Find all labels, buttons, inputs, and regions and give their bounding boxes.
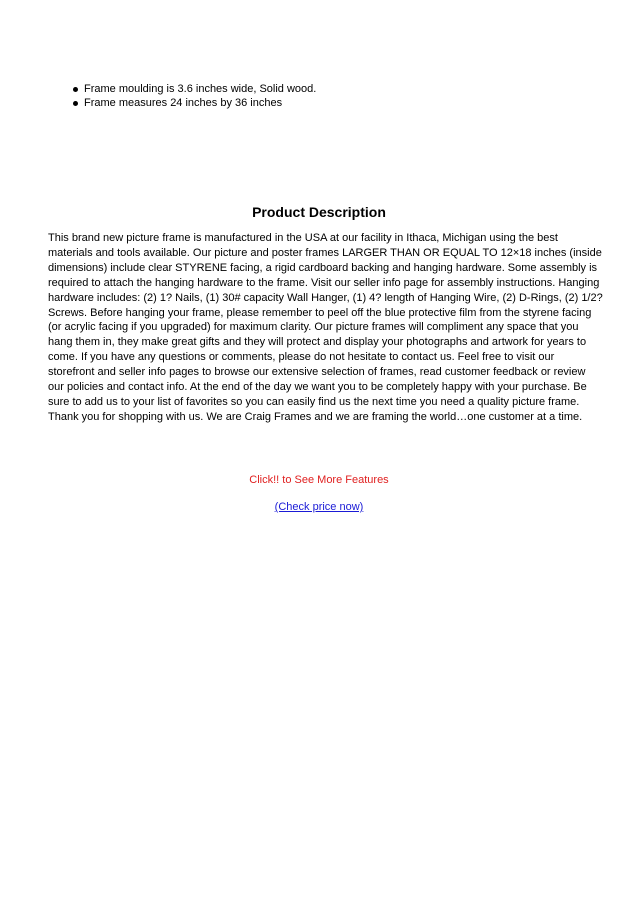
- description-line: required to attach the hanging hardware to the frame. Visit our seller info page for assembly instructions. Hanging: [48, 276, 600, 289]
- check-price-container: [0, 500, 638, 514]
- bullet-icon: [73, 87, 78, 92]
- list-item: [72, 82, 316, 96]
- description-line: (or acrylic facing if you upgraded) for maximum clarity. Our picture frames will compliment any space that you: [48, 321, 579, 334]
- description-line: dimensions) include clear STYRENE facing, a rigid cardboard backing and hanging hardware. Some assembly is: [48, 261, 598, 274]
- description-line: hang them in, they make great gifts and they will protect and display your photographs and artwork for years to: [48, 336, 587, 349]
- feature-text: Frame measures 24 inches by 36 inches: [84, 97, 283, 109]
- description-line: our policies and contact info. At the end of the day we want you to be completely happy with your purchase. Be: [48, 381, 587, 394]
- description-line: Screws. Before hanging your frame, please remember to peel off the blue protective film from the styrene facing: [48, 306, 592, 319]
- feature-text: Frame moulding is 3.6 inches wide, Solid wood.: [84, 83, 317, 95]
- description-line: materials and tools available. Our picture and poster frames LARGER THAN OR EQUAL TO 12×18 inches (inside: [48, 246, 602, 259]
- product-description: [48, 231, 603, 425]
- check-price-link[interactable]: (Check price now): [274, 501, 364, 513]
- description-line: come. If you have any questions or comments, please do not hesitate to contact us. Feel free to visit our: [48, 351, 555, 364]
- see-more-features-link[interactable]: Click!! to See More Features: [249, 474, 389, 486]
- feature-list: [72, 82, 316, 110]
- description-line: hardware includes: (2) 1? Nails, (1) 30# capacity Wall Hanger, (1) 4? length of Hanging Wire, (2) D-Rings, (2) 1/2?: [48, 291, 603, 304]
- description-line: This brand new picture frame is manufactured in the USA at our facility in Ithaca, Michigan using the best: [48, 232, 558, 244]
- section-heading: Product Description: [252, 204, 386, 220]
- list-item: [72, 96, 316, 110]
- description-line: Thank you for shopping with us. We are Craig Frames and we are framing the world…one customer at a time.: [48, 410, 583, 423]
- description-line: sure to add us to your list of favorites so you can easily find us the next time you need a quality picture frame.: [48, 395, 580, 408]
- bullet-icon: [73, 101, 78, 106]
- description-line: storefront and seller info pages to browse our extensive selection of frames, read customer feedback or review: [48, 366, 586, 379]
